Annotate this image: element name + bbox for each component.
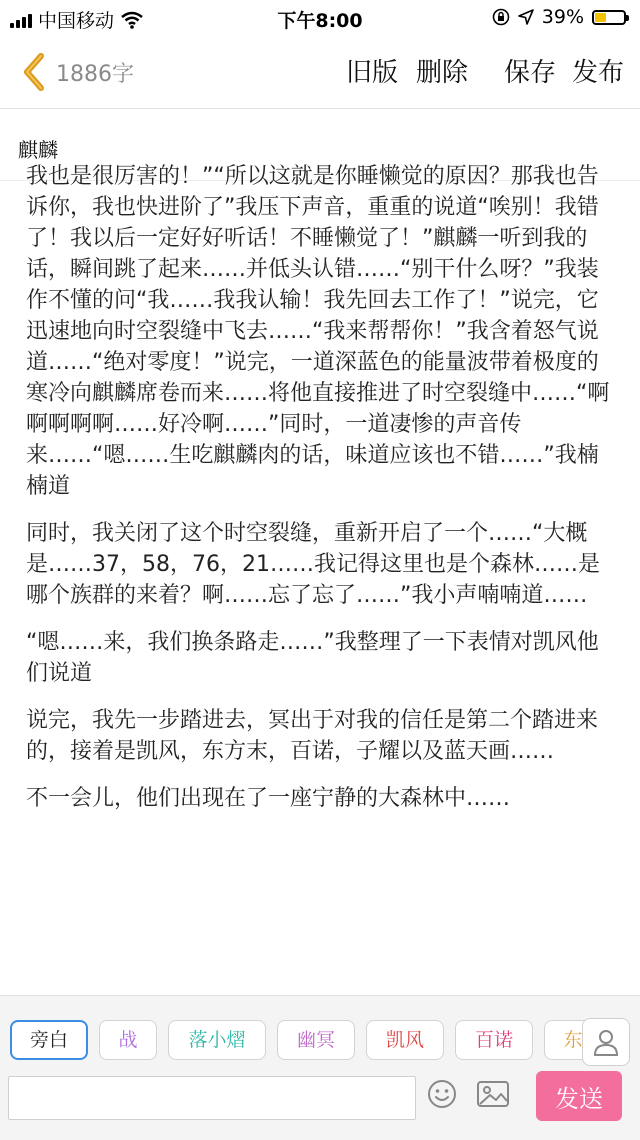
character-chip[interactable]: 战 [99,1020,157,1060]
word-count: 1886字 [56,62,134,87]
character-manage-button[interactable] [582,1018,630,1066]
message-input[interactable] [8,1076,416,1120]
clock: 下午8:00 [277,10,363,32]
character-chip[interactable]: 落小熠 [168,1020,266,1060]
story-paragraph: “嗯……来，我们换条路走……”我整理了一下表情对凯风他们说道 [26,630,599,686]
chevron-left-icon [21,52,47,92]
publish-button[interactable]: 发布 [571,58,624,88]
back-button[interactable] [12,48,56,96]
character-chip[interactable]: 百诺 [455,1020,533,1060]
emoji-icon[interactable] [426,1078,458,1110]
image-icon[interactable] [476,1078,510,1110]
story-paragraphs [26,161,616,830]
nav-bar [0,36,640,109]
save-button[interactable]: 保存 [503,58,556,88]
character-chip[interactable]: 东 [544,1020,602,1060]
chapter-title: 麒麟 [18,138,58,162]
battery-percent: 39% [541,6,584,28]
story-paragraph: 同时，我关闭了这个时空裂缝，重新开启了一个……“大概是……37，58，76，21……我记得这里也是个森林……是哪个族群的来着？啊……忘了忘了……”我小声喃喃道…… [26,521,600,608]
status-bar [0,0,640,36]
user-icon [593,1028,619,1056]
battery-icon [592,10,626,25]
story-paragraph: 不一会儿，他们出现在了一座宁静的大森林中…… [26,786,511,811]
location-arrow-icon [518,9,534,25]
status-right [492,6,626,28]
story-content[interactable] [0,164,640,995]
character-tabs[interactable] [10,1020,583,1062]
orientation-lock-icon [492,8,510,26]
character-chip[interactable]: 凯风 [366,1020,444,1060]
carrier-label: 中国移动 [38,10,115,32]
send-button[interactable]: 发送 [536,1071,622,1121]
character-chip[interactable]: 幽冥 [277,1020,355,1060]
delete-button[interactable]: 删除 [415,58,468,88]
character-chip-narrator[interactable]: 旁白 [10,1020,88,1060]
old-version-button[interactable]: 旧版 [345,58,398,88]
story-paragraph: 我也是很厉害的！”“所以这就是你睡懒觉的原因？那我也告诉你，我也快进阶了”我压下声音，重重的说道“唉别！我错了！我以后一定好好听话！不睡懒觉了！”麒麟一听到我的话，瞬间跳了起来……并低头认错……“别干什么呀？”我装作不懂的问“我……我我认输！我先回去工作了！”说完，它迅速地向时空裂缝中飞去……“我来帮帮你！”我含着怒气说道……“绝对零度！”说完，一道深蓝色的能量波带着极度的寒冷向麒麟席卷而来……将他直接推进了时空裂缝中……“啊啊啊啊啊……好冷啊……”同时，一道凄惨的声音传来……“嗯……生吃麒麟肉的话，味道应该也不错……”我楠楠道 [26,164,610,499]
story-paragraph: 说完，我先一步踏进去，冥出于对我的信任是第二个踏进来的，接着是凯风，东方末，百诺，子耀以及蓝天画…… [26,708,599,764]
nav-actions [346,52,624,89]
compose-toolbar [0,995,640,1140]
